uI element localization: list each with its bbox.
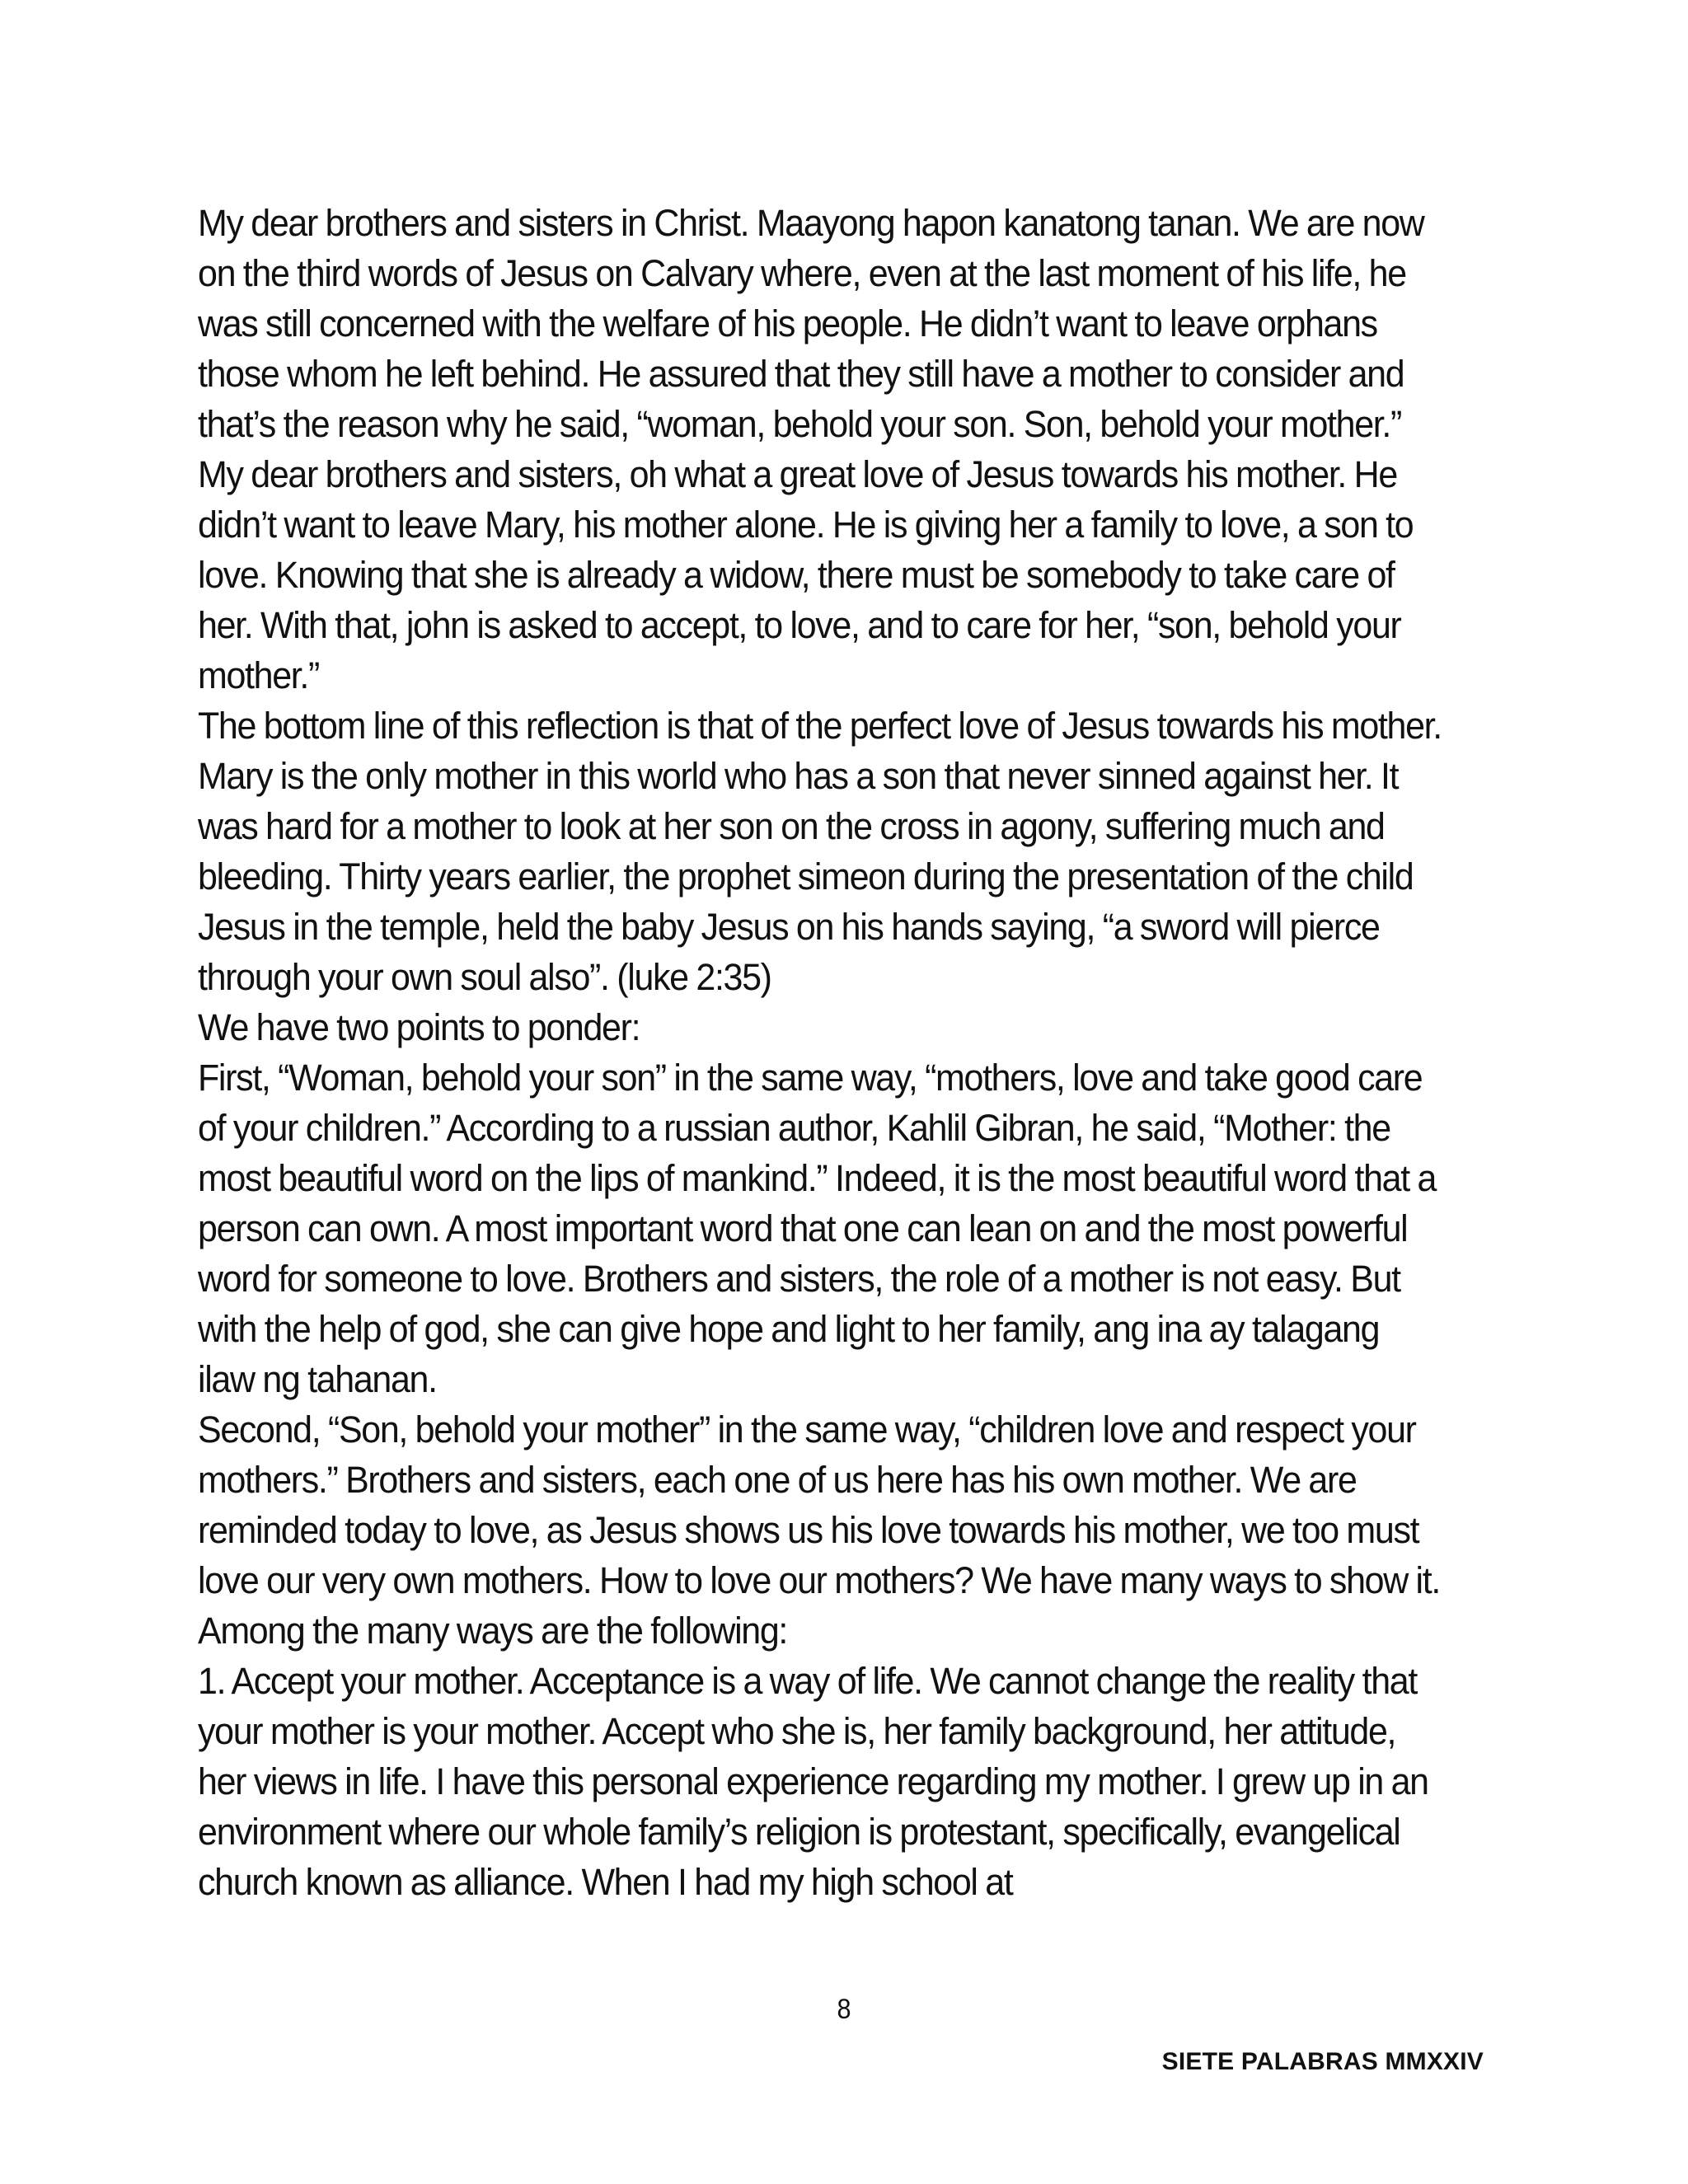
body-text xyxy=(198,198,1442,1907)
paragraph-bottom-line: The bottom line of this reflection is that of the perfect love of Jesus towards his mother. Mary is the only mother in this world who has a son that never sinned against her. It was hard for a mother to look at her son on the cross in agony, suffering much and bleeding. Thirty years earlier, the prophet simeon during the presentation of the child Jesus in the temple, held the baby Jesus on his hands saying, “a sword will pierce through your own soul also”. (luke 2:35) xyxy=(198,705,1442,998)
paragraph-two-points: We have two points to ponder: xyxy=(198,1006,640,1048)
paragraph-second-point: Second, “Son, behold your mother” in the same way, “children love and respect your mothers.” Brothers and sisters, each one of us here has his own mother. We are reminded today to love, as Jesus shows us his love towards his mother, we too must love our very own mothers. How to love our mothers? We have many ways to show it. Among the many ways are the following: xyxy=(198,1408,1440,1652)
paragraph-first-point: First, “Woman, behold your son” in the same way, “mothers, love and take good care of your children.” According to a russian author, Kahlil Gibran, he said, “Mother: the most beautiful word on the lips of mankind.” Indeed, it is the most beautiful word that a person can own. A most important word that one can lean on and the most powerful word for someone to love. Brothers and sisters, the role of a mother is not easy. But with the help of god, she can give hope and light to her family, ang ina ay talagang ilaw ng tahanan. xyxy=(198,1057,1437,1400)
page-number: 8 xyxy=(837,1994,851,2025)
paragraph-accept-mother: 1. Accept your mother. Acceptance is a way of life. We cannot change the reality that your mother is your mother. Accept who she is, her family background, her attitude, her views in life. I have this personal experience regarding my mother. I grew up in an environment where our whole family’s religion is protestant, specifically, evangelical church known as alliance. When I had my high school at xyxy=(198,1660,1428,1903)
footer-title: SIETE PALABRAS MMXXIV xyxy=(1161,2048,1484,2075)
paragraph-intro: My dear brothers and sisters in Christ. Maayong hapon kanatong tanan. We are now on the third words of Jesus on Calvary where, even at the last moment of his life, he was still concerned with the welfare of his people. He didn’t want to leave orphans those whom he left behind. He assured that they still have a mother to consider and that’s the reason why he said, “woman, behold your son. Son, behold your mother.” xyxy=(198,202,1424,445)
paragraph-great-love: My dear brothers and sisters, oh what a great love of Jesus towards his mother. He didn’t want to leave Mary, his mother alone. He is giving her a family to love, a son to love. Knowing that she is already a widow, there must be somebody to take care of her. With that, john is asked to accept, to love, and to care for her, “son, behold your mother.” xyxy=(198,453,1414,696)
